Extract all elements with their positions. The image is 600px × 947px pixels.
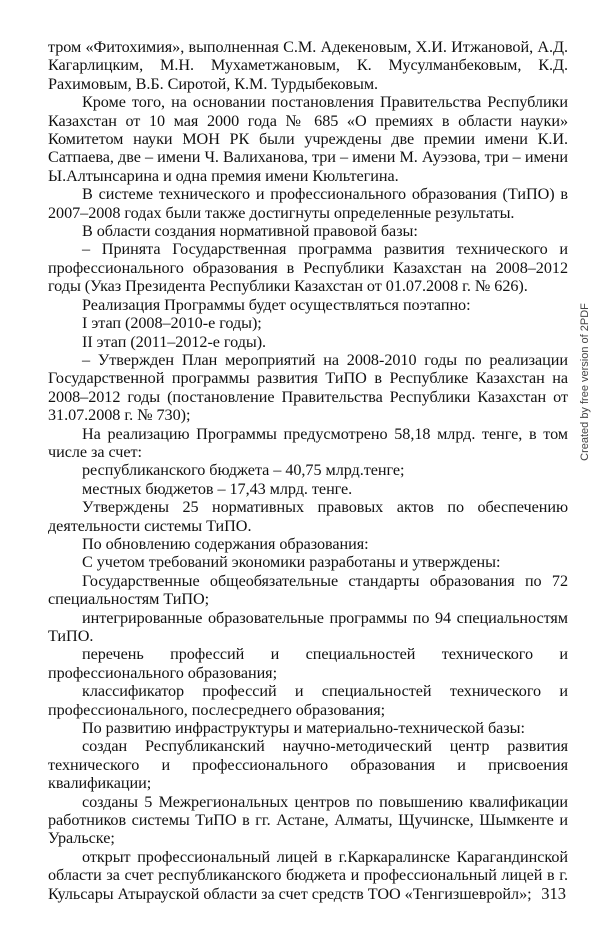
paragraph: создан Республиканский научно-методический центр развития технического и профессионального образования и присвоения квалификации; [48,737,568,793]
paragraph: перечень профессий и специальностей технического и профессионального образования; [48,645,568,682]
paragraph: – Принята Государственная программа развития технического и профессионального образования в Республики Казахстан на 2008–2012 годы (Указ Президента Республики Казахстан от 01.07.2008 г. № 626). [48,240,568,296]
paragraph: По развитию инфраструктуры и материально-технической базы: [82,719,525,738]
watermark-text: Created by free version of 2PDF [579,303,591,461]
watermark [578,217,592,547]
paragraph: открыт профессиональный лицей в г.Каркаралинске Карагандинской области за счет республиканского бюджета и профессиональный лицей в г. Кульсары Атырауской области за счет средств ТОО «Тенгизшевройл»; [48,847,568,903]
page-number: 313 [541,884,566,903]
paragraph: В системе технического и профессионального образования (ТиПО) в 2007–2008 годах были также достигнуты определенные результаты. [48,185,568,222]
paragraph: Утверждены 25 нормативных правовых актов по обеспечению деятельности системы ТиПО. [48,498,568,535]
paragraph: созданы 5 Межрегиональных центров по повышению квалификации работников системы ТиПО в гг. Астане, Алматы, Щучинске, Шымкенте и Уральске; [48,792,568,848]
paragraph: тром «Фитохимия», выполненная С.М. Адекеновым, Х.И. Итжановой, А.Д. Кагарлицким, М.Н. Мухаметжановым, К. Мусулманбековым, К.Д. Рахимовым, В.Б. Сиротой, К.М. Турдыбековым. [48,38,568,93]
paragraph: По обновлению содержания образования: [82,534,369,553]
paragraph: интегрированные образовательные программы по 94 специальностям ТиПО. [48,608,568,645]
paragraph: С учетом требований экономики разработаны и утверждены: [82,553,501,572]
paragraph: На реализацию Программы предусмотрено 58,18 млрд. тенге, в том числе за счет: [48,424,568,461]
paragraph: местных бюджетов – 17,43 млрд. тенге. [82,479,353,498]
body-text [48,38,568,903]
paragraph: Реализация Программы будет осуществляться поэтапно: [82,295,471,314]
paragraph: – Утвержден План мероприятий на 2008-2010 годы по реализации Государственной программы развития ТиПО в Республике Казахстан на 2008–2012 годы (постановление Правительства Республики Казахстан от 31.07.2008 г. № 730); [48,350,568,425]
paragraph: В области создания нормативной правовой базы: [82,222,418,241]
paragraph: Кроме того, на основании постановления Правительства Республики Казахстан от 10 мая 2000 года № 685 «О премиях в области науки» Комитетом науки МОН РК были учреждены две премии имени К.И. Сатпаева, две – имени Ч. Валиханова, три – имени М. Ауэзова, три – имени Ы.Алтынсарина и одна премия имени Кюльтегина. [48,93,568,185]
paragraph: Государственные общеобязательные стандарты образования по 72 специальностям ТиПО; [48,571,568,609]
paragraph: классификатор профессий и специальностей технического и профессионального, послесреднего образования; [48,682,568,719]
paragraph: I этап (2008–2010-е годы); [82,314,262,333]
paragraph: II этап (2011–2012-е годы). [82,332,267,351]
paragraph: республиканского бюджета – 40,75 млрд.тенге; [82,461,405,480]
